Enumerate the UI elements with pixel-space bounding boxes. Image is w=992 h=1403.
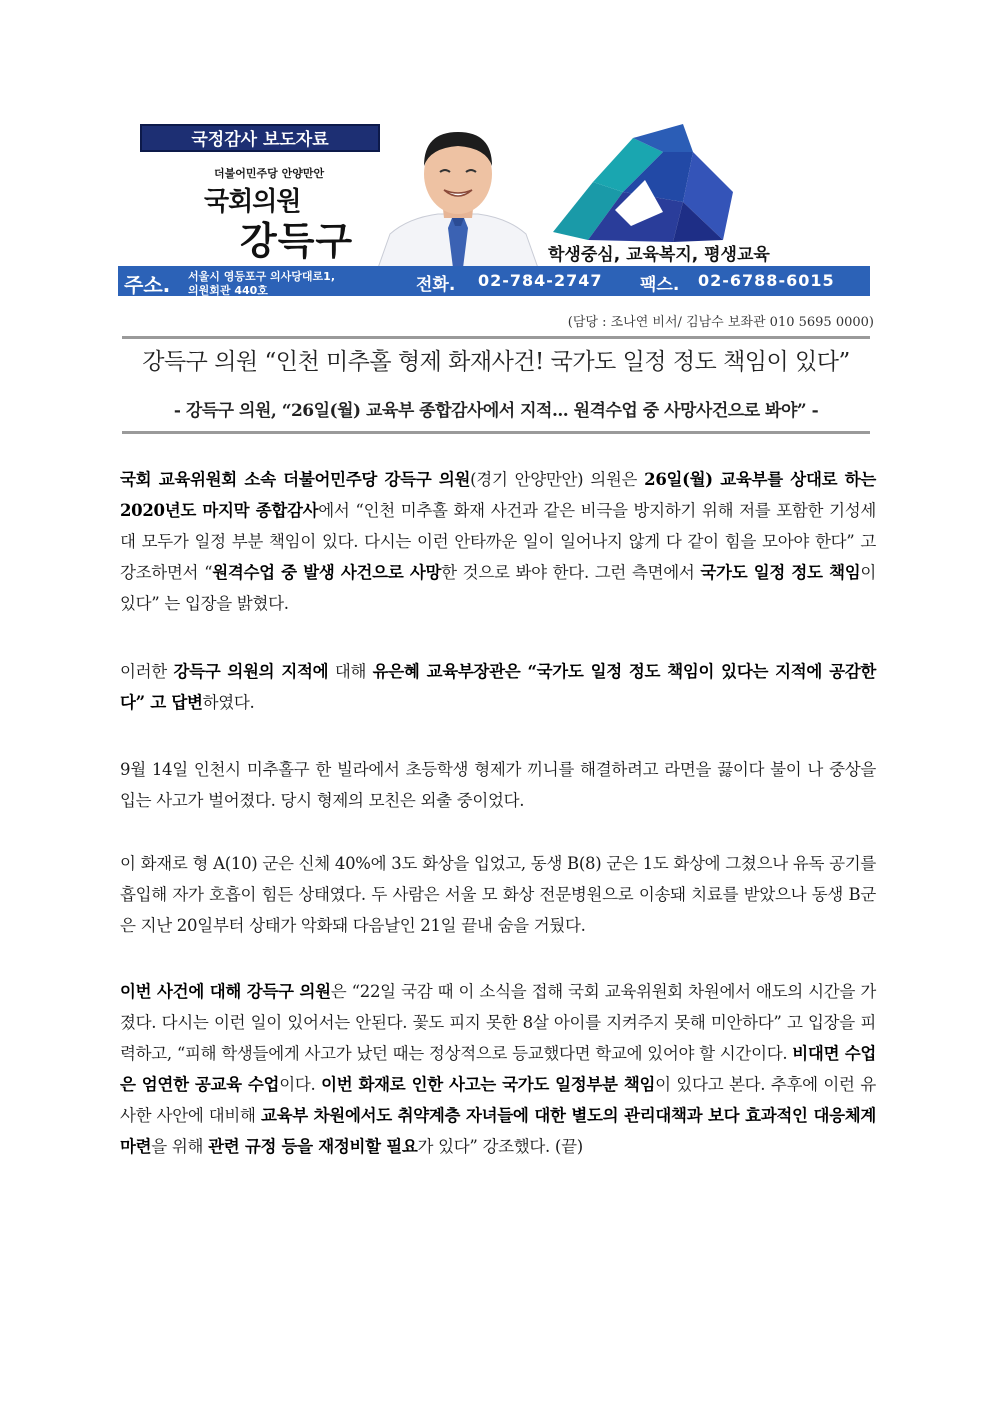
- p2-text: 이러한: [120, 662, 174, 681]
- p5-text: 을 위해: [151, 1137, 209, 1156]
- p5-bold: 관련 규정 등을 재정비할 필요: [208, 1137, 418, 1156]
- headline-bottom-rule: [122, 431, 870, 434]
- phone-label: 전화.: [416, 275, 456, 295]
- paragraph-5: [120, 976, 876, 1162]
- contact-bar: [118, 266, 870, 296]
- slogan: 학생중심, 교육복지, 평생교육: [548, 245, 770, 265]
- p5-bold: 이번 사건에 대해 강득구 의원: [120, 982, 331, 1001]
- address-line2: 의원회관 440호: [188, 284, 268, 297]
- paragraph-4: 이 화재로 형 A(10) 군은 신체 40%에 3도 화상을 입었고, 동생 B(8) 군은 1도 화상에 그쳤으나 유독 공기를 흡입해 자가 호흡이 힘든 상태였다. 두 사람은 서울 모 화상 전문병원으로 이송돼 치료를 받았으나 동생 B군은 지난 20일부터 상태가 악화돼 다음날인 21일 끝내 숨을 거뒀다.: [120, 854, 876, 935]
- subheadline: - 강득구 의원, “26일(월) 교육부 종합감사에서 지적... 원격수업 중 사망사건으로 봐야” -: [173, 401, 819, 421]
- phone-number: 02-784-2747: [478, 271, 603, 290]
- paragraph-3: 9월 14일 인천시 미추홀구 한 빌라에서 초등학생 형제가 끼니를 해결하려고 라면을 끓이다 불이 나 중상을 입는 사고가 벌어졌다. 당시 형제의 모친은 외출 중이었다.: [120, 760, 876, 810]
- paragraph-2: [120, 656, 876, 718]
- p5-bold: 교육부 차원에서도 취약계층 자녀들에 대한 별도의 관리대책과 보다 효과적인 대응체계 마련: [120, 1106, 876, 1156]
- p2-text: 대해: [328, 662, 373, 681]
- p5-text: 은 “22일 국감 때 이 소식을 접해 국회 교육위원회 차원에서 애도의 시간을 가졌다. 다시는 이런 일이 있어서는 안된다. 꽃도 피지 못한 8살 아이를 지켜주지 못해 미안하다” 고 입장을 피력하고, “피해 학생들에게 사고가 났던 때는 정상적으로 등교했다면 학교에 있어야 할 시간이다.: [120, 982, 876, 1063]
- p1-bold: 26일(월) 교육부를 상대로 하는 2020년도 마지막 종합감사: [120, 470, 876, 520]
- p5-bold: 이번 화재로 인한 사고는 국가도 일정부분 책임: [321, 1075, 656, 1094]
- lawmaker-title: 국회의원: [204, 187, 301, 217]
- p1-text: (경기 안양만안) 의원은: [470, 470, 645, 489]
- p1-text: 한 것으로 봐야 한다. 그런 측면에서: [441, 563, 701, 582]
- fax-number: 02-6788-6015: [698, 271, 835, 290]
- lawmaker-name: 강득구: [240, 219, 354, 263]
- p5-text: 이 있다고 본다. 추후에 이런 유사한 사안에 대비해: [120, 1075, 876, 1125]
- p5-bold: 비대면 수업은 엄연한 공교육 수업: [120, 1044, 876, 1094]
- press-release-banner: [118, 118, 870, 296]
- p1-bold: 국가도 일정 정도 책임: [700, 563, 861, 582]
- p5-text: 이다.: [279, 1075, 322, 1094]
- headline: 강득구 의원 “인천 미추홀 형제 화재사건! 국가도 일정 정도 책임이 있다”: [142, 349, 850, 375]
- p1-bold: 원격수업 중 발생 사건으로 사망: [212, 563, 442, 582]
- address-line1: 서울시 영등포구 의사당대로1,: [188, 270, 336, 283]
- p5-text: 가 있다” 강조했다. (끝): [417, 1137, 583, 1156]
- party-logo-icon: [533, 122, 743, 252]
- address-label: 주소.: [124, 273, 171, 297]
- p1-text: 에서 “인천 미추홀 화재 사건과 같은 비극을 방지하기 위해 저를 포함한 기성세대 모두가 일정 부분 책임이 있다. 다시는 이런 안타까운 일이 일어나지 않게 다 같이 힘을 모아야 한다” 고 강조하면서 “: [120, 501, 876, 582]
- fax-label: 팩스.: [640, 275, 680, 295]
- party-district-label: 더불어민주당 안양만안: [214, 167, 325, 180]
- p2-bold: 유은혜 교육부장관은 “국가도 일정 정도 책임이 있다는 지적에 공감한다” 고 답변: [120, 662, 876, 712]
- headline-top-rule: [122, 336, 870, 339]
- p1-text: 이 있다” 는 입장을 밝혔다.: [120, 563, 877, 613]
- lawmaker-portrait: [368, 122, 548, 268]
- p1-bold: 국회 교육위원회 소속 더불어민주당 강득구 의원: [120, 470, 471, 489]
- paragraph-1: [120, 464, 876, 619]
- press-release-tag: 국정감사 보도자료: [140, 124, 380, 152]
- p2-text: 하였다.: [202, 693, 255, 712]
- p2-bold: 강득구 의원의 지적에: [173, 662, 329, 681]
- staff-contact: (담당 : 조나연 비서/ 김남수 보좌관 010 5695 0000): [567, 315, 874, 330]
